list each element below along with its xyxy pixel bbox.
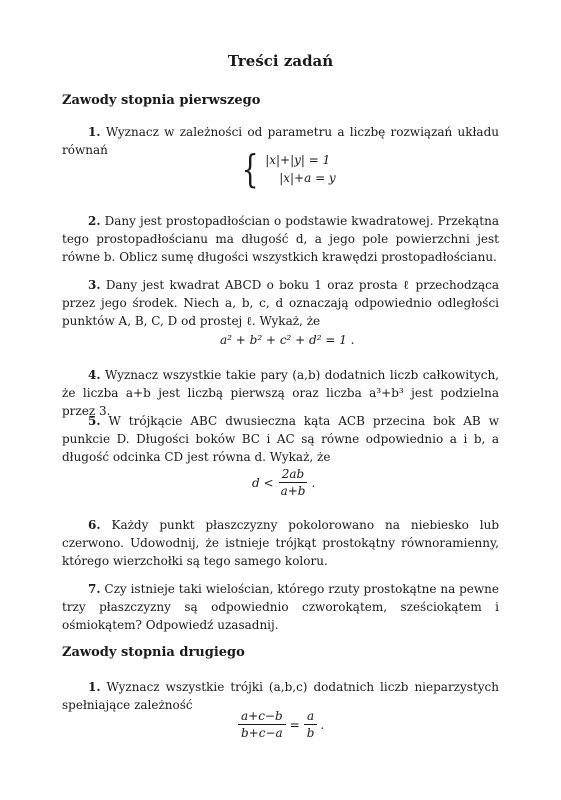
equation-system xyxy=(238,147,336,191)
equation-period: . xyxy=(320,717,325,732)
problem-text: Dany jest prostopadłościan o podstawie kwadratowej. Przekątna tego prostopadłościanu ma długość d, a jego pole powierzchni jest równe b. Oblicz sumę długości wszystkich krawędzi prostopadłościanu. xyxy=(62,214,499,264)
fraction-numerator: 2ab xyxy=(279,466,307,483)
section-heading-first: Zawody stopnia pierwszego xyxy=(62,93,261,108)
section-heading-second: Zawody stopnia drugiego xyxy=(62,645,245,660)
problem-text: W trójkącie ABC dwusieczna kąta ACB przecina bok AB w punkcie D. Długości boków BC i AC są równe odpowiednio a i b, a długość odcinka CD jest równa d. Wykaż, że xyxy=(62,414,499,464)
problem-text: Wyznacz w zależności od parametru a liczbę rozwiązań układu równań xyxy=(62,125,499,157)
fraction-left xyxy=(238,708,286,741)
problem-number: 5. xyxy=(88,414,101,428)
fraction-denominator: b xyxy=(306,726,315,740)
problem-text: Dany jest kwadrat ABCD o boku 1 oraz prosta ℓ przechodząca przez jego środek. Niech a, b, c, d oznaczają odpowiednio odległości punktów A, B, C, D od prostej ℓ. Wykaż, że xyxy=(62,278,499,328)
fraction xyxy=(278,466,309,499)
problem-6 xyxy=(62,516,499,570)
fraction-denominator: b+c−a xyxy=(241,726,283,740)
problem-text: Wyznacz wszystkie takie pary (a,b) dodatnich liczb całkowitych, że liczba a+b jest liczbą pierwszą oraz liczba a³+b³ jest podzielna przez 3. xyxy=(62,368,499,418)
fraction-right xyxy=(304,708,318,741)
problem-7 xyxy=(62,580,499,634)
equation-second-1 xyxy=(238,708,324,741)
equation-3: a² + b² + c² + d² = 1 . xyxy=(220,333,355,347)
fraction-numerator: a xyxy=(304,708,317,725)
page-title: Treści zadań xyxy=(227,52,334,70)
fraction-denominator: a+b xyxy=(280,484,306,498)
left-brace-icon: { xyxy=(241,147,259,191)
system-line-2: |x|+a = y xyxy=(279,171,336,185)
equation-period: . xyxy=(311,475,316,490)
problem-number: 1. xyxy=(88,125,101,139)
fraction-numerator: a+c−b xyxy=(238,708,286,725)
system-line-1: |x|+|y| = 1 xyxy=(265,153,331,167)
equals-sign: = xyxy=(289,717,300,732)
problem-number: 1. xyxy=(88,680,101,694)
equation-5 xyxy=(252,466,315,499)
problem-number: 3. xyxy=(88,278,101,292)
problem-number: 6. xyxy=(88,518,101,532)
inequality-left: d < xyxy=(252,475,274,490)
problem-number: 7. xyxy=(88,582,101,596)
problem-number: 4. xyxy=(88,368,101,382)
problem-5 xyxy=(62,412,499,466)
problem-2 xyxy=(62,212,499,266)
problem-3 xyxy=(62,276,499,330)
problem-number: 2. xyxy=(88,214,101,228)
problem-text: Każdy punkt płaszczyzny pokolorowano na niebiesko lub czerwono. Udowodnij, że istnieje trójkąt prostokątny równoramienny, którego wierzchołki są tego samego koloru. xyxy=(62,518,499,568)
problem-text: Czy istnieje taki wielościan, którego rzuty prostokątne na pewne trzy płaszczyzny są odpowiednio czworokątem, sześciokątem i ośmiokątem? Odpowiedź uzasadnij. xyxy=(62,582,499,632)
problem-text: Wyznacz wszystkie trójki (a,b,c) dodatnich liczb nieparzystych spełniające zależność xyxy=(62,680,499,712)
